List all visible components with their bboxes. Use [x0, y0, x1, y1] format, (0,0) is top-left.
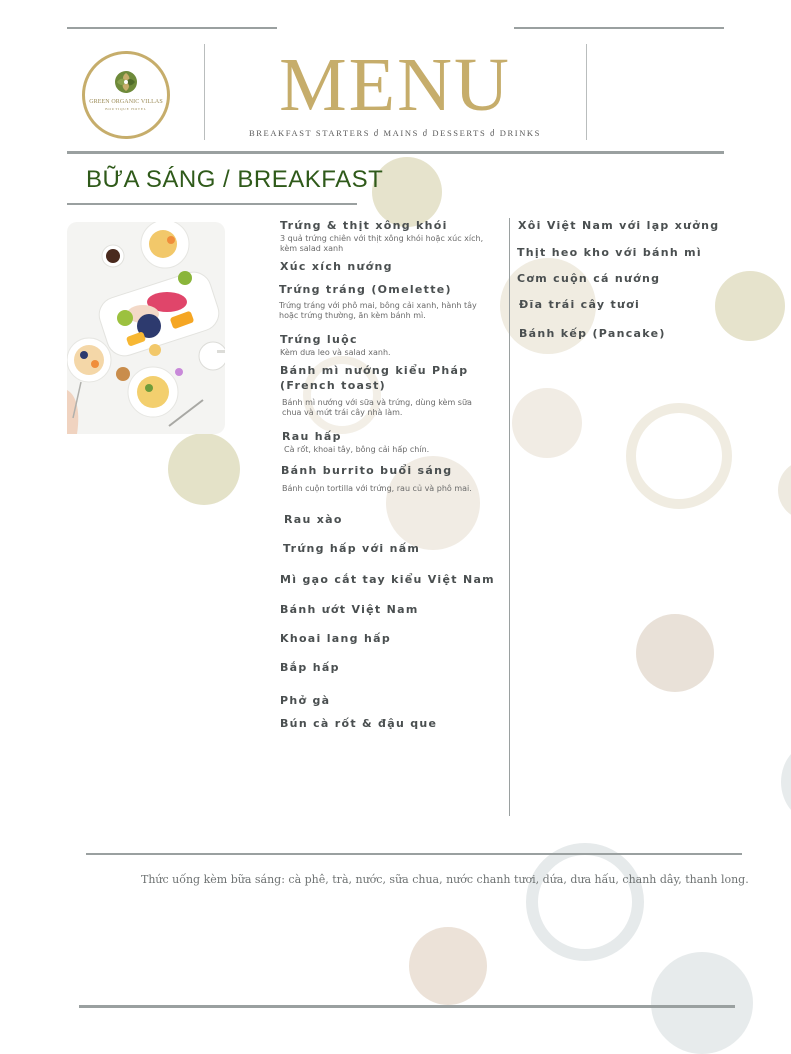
menu-item-eggs-bacon: Trứng & thịt xông khói	[280, 219, 448, 232]
header-divider-left	[204, 44, 205, 140]
drinks-note: Thức uống kèm bữa sáng: cà phê, trà, nước, sữa chua, nước chanh tươi, dứa, dưa hấu, chanh dây, thanh long.	[141, 873, 749, 886]
menu-item-rice-noodle: Mì gạo cắt tay kiểu Việt Nam	[280, 573, 495, 586]
section-underline	[67, 203, 357, 205]
menu-item-french-toast: Bánh mì nướng kiểu Pháp (French toast)	[280, 364, 469, 392]
menu-item-burrito: Bánh burrito buổi sáng	[281, 464, 453, 477]
logo-tagline: BOUTIQUE HOTEL	[105, 107, 147, 111]
decor-circle-9	[781, 742, 791, 822]
header-divider-right	[586, 44, 587, 140]
menu-item-steamed-veg: Rau hấp	[282, 430, 342, 443]
decor-circle-11	[651, 952, 753, 1054]
breakfast-photo	[67, 222, 225, 434]
menu-item-desc: Kèm dưa leo và salad xanh.	[280, 348, 391, 357]
column-divider	[509, 218, 510, 816]
decor-circle-8	[636, 614, 714, 692]
page-title: MENU	[279, 43, 511, 127]
hotel-logo	[82, 51, 170, 139]
decor-circle-2	[168, 433, 240, 505]
menu-item-desc: 3 quả trứng chiên với thịt xông khói hoặc xúc xích, kèm salad xanh	[280, 234, 484, 253]
menu-item-fruit-plate: Đĩa trái cây tươi	[519, 298, 641, 311]
menu-item-steamed-egg: Trứng hấp với nấm	[283, 542, 421, 555]
decor-ring-3	[526, 843, 644, 961]
menu-item-pancake: Bánh kếp (Pancake)	[519, 327, 666, 340]
decor-circle-7	[778, 460, 791, 520]
top-right-rule	[514, 27, 724, 29]
menu-item-sausage: Xúc xích nướng	[280, 260, 393, 273]
menu-item-banh-uot: Bánh ướt Việt Nam	[280, 603, 419, 616]
footer-top-rule	[86, 853, 742, 855]
section-title: BỮA SÁNG / BREAKFAST	[86, 166, 384, 193]
decor-ring-1	[626, 403, 732, 509]
menu-item-com-cuon: Cơm cuộn cá nướng	[517, 272, 661, 285]
logo-name: GREEN ORGANIC VILLAS	[89, 99, 163, 105]
menu-item-bun: Bún cà rốt & đậu que	[280, 717, 438, 730]
top-left-rule	[67, 27, 277, 29]
footer-bottom-rule	[79, 1005, 735, 1008]
decor-circle-10	[409, 927, 487, 1005]
header-bottom-rule	[67, 151, 724, 154]
menu-item-stir-fried-veg: Rau xào	[284, 513, 343, 526]
menu-item-desc: Bánh cuộn tortilla với trứng, rau củ và phô mai.	[282, 484, 472, 493]
menu-item-omelette: Trứng tráng (Omelette)	[279, 283, 452, 296]
menu-item-sweet-potato: Khoai lang hấp	[280, 632, 391, 645]
leaf-logo-icon	[114, 70, 138, 94]
menu-item-desc: Cà rốt, khoai tây, bông cải hấp chín.	[284, 445, 430, 454]
menu-item-desc: Bánh mì nướng với sữa và trứng, dùng kèm sữa chua và mứt trái cây nhà làm.	[282, 398, 472, 417]
page-subtitle: BREAKFAST STARTERS ძ MAINS ძ DESSERTS ძ DRINKS	[248, 128, 541, 138]
decor-circle-4	[715, 271, 785, 341]
decor-circle-5	[512, 388, 582, 458]
menu-item-xoi: Xôi Việt Nam với lạp xưởng	[518, 219, 720, 232]
menu-item-corn: Bắp hấp	[280, 661, 340, 674]
menu-item-desc: Trứng tráng với phô mai, bông cải xanh, hành tây hoặc trứng thường, ăn kèm bánh mì.	[279, 301, 477, 320]
menu-item-boiled-egg: Trứng luộc	[280, 333, 358, 346]
menu-item-thit-kho: Thịt heo kho với bánh mì	[517, 246, 702, 259]
menu-item-pho-ga: Phở gà	[280, 694, 331, 707]
